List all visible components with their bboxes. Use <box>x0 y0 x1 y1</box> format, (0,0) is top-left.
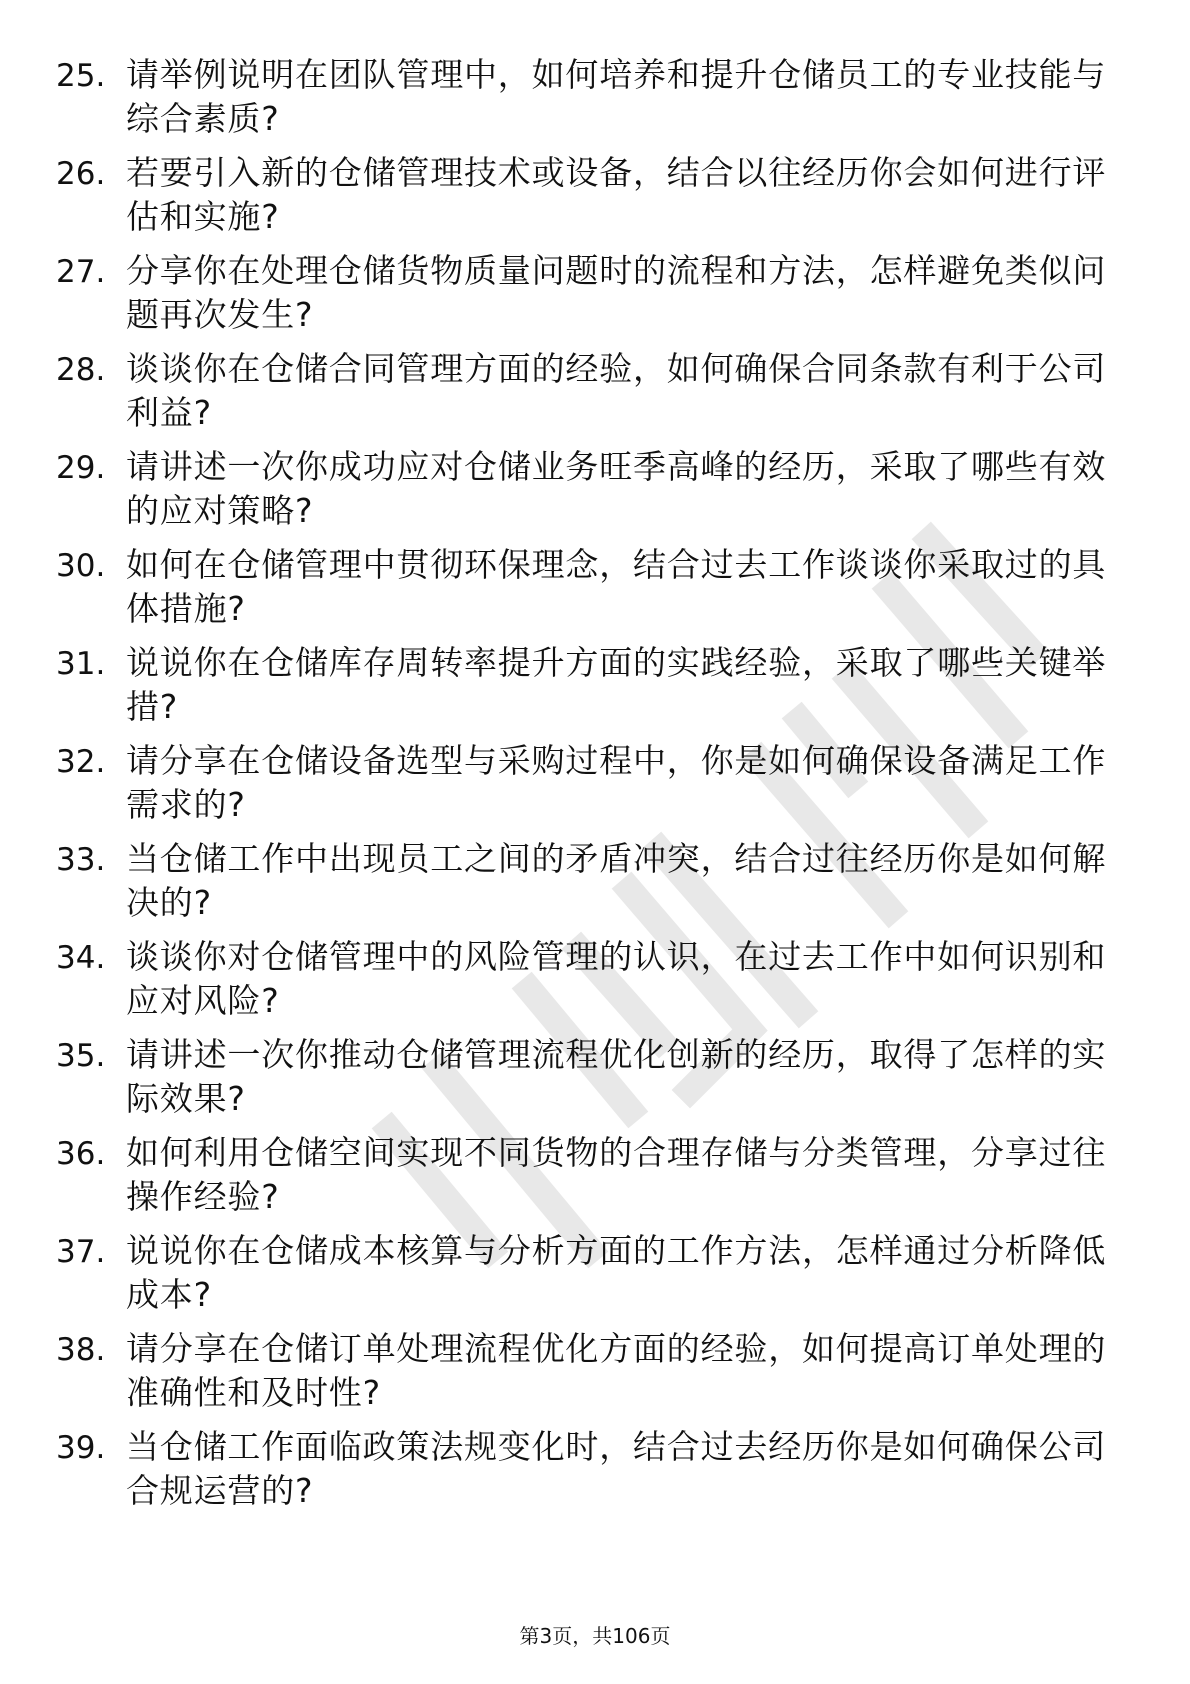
question-number: 27. <box>56 254 106 290</box>
list-item <box>56 1327 1136 1425</box>
list-item <box>56 1033 1136 1131</box>
question-text: 谈谈你在仓储合同管理方面的经验，如何确保合同条款有利于公司利益? <box>126 349 1107 432</box>
list-item <box>56 249 1136 347</box>
list-item <box>56 1131 1136 1229</box>
question-text: 分享你在处理仓储货物质量问题时的流程和方法，怎样避免类似问题再次发生? <box>126 251 1107 334</box>
question-number: 26. <box>56 156 106 192</box>
list-item <box>56 53 1136 151</box>
question-text: 当仓储工作中出现员工之间的矛盾冲突，结合过往经历你是如何解决的? <box>126 839 1107 922</box>
question-text: 如何在仓储管理中贯彻环保理念，结合过去工作谈谈你采取过的具体措施? <box>126 545 1107 628</box>
question-text: 谈谈你对仓储管理中的风险管理的认识，在过去工作中如何识别和应对风险? <box>126 937 1107 1020</box>
question-list <box>56 53 1136 1523</box>
question-text: 说说你在仓储库存周转率提升方面的实践经验，采取了哪些关键举措? <box>126 643 1107 726</box>
page-footer: 第3页，共106页 <box>519 1624 671 1648</box>
question-number: 25. <box>56 58 106 94</box>
list-item <box>56 543 1136 641</box>
list-item <box>56 837 1136 935</box>
question-text: 请举例说明在团队管理中，如何培养和提升仓储员工的专业技能与综合素质? <box>126 55 1107 138</box>
list-item <box>56 935 1136 1033</box>
question-number: 39. <box>56 1430 106 1466</box>
question-text: 请分享在仓储订单处理流程优化方面的经验，如何提高订单处理的准确性和及时性? <box>126 1329 1107 1412</box>
question-number: 28. <box>56 352 106 388</box>
question-number: 38. <box>56 1332 106 1368</box>
list-item <box>56 151 1136 249</box>
list-item <box>56 445 1136 543</box>
question-number: 35. <box>56 1038 106 1074</box>
question-number: 29. <box>56 450 106 486</box>
question-number: 34. <box>56 940 106 976</box>
question-text: 请讲述一次你成功应对仓储业务旺季高峰的经历，采取了哪些有效的应对策略? <box>126 447 1107 530</box>
question-text: 如何利用仓储空间实现不同货物的合理存储与分类管理，分享过往操作经验? <box>126 1133 1107 1216</box>
question-text: 当仓储工作面临政策法规变化时，结合过去经历你是如何确保公司合规运营的? <box>126 1427 1107 1510</box>
list-item <box>56 1425 1136 1523</box>
list-item <box>56 347 1136 445</box>
question-number: 37. <box>56 1234 106 1270</box>
question-text: 若要引入新的仓储管理技术或设备，结合以往经历你会如何进行评估和实施? <box>126 153 1107 236</box>
list-item <box>56 739 1136 837</box>
list-item <box>56 641 1136 739</box>
question-text: 说说你在仓储成本核算与分析方面的工作方法，怎样通过分析降低成本? <box>126 1231 1107 1314</box>
question-number: 30. <box>56 548 106 584</box>
question-text: 请分享在仓储设备选型与采购过程中，你是如何确保设备满足工作需求的? <box>126 741 1107 824</box>
question-text: 请讲述一次你推动仓储管理流程优化创新的经历，取得了怎样的实际效果? <box>126 1035 1107 1118</box>
question-number: 31. <box>56 646 106 682</box>
question-number: 33. <box>56 842 106 878</box>
question-number: 32. <box>56 744 106 780</box>
list-item <box>56 1229 1136 1327</box>
question-number: 36. <box>56 1136 106 1172</box>
